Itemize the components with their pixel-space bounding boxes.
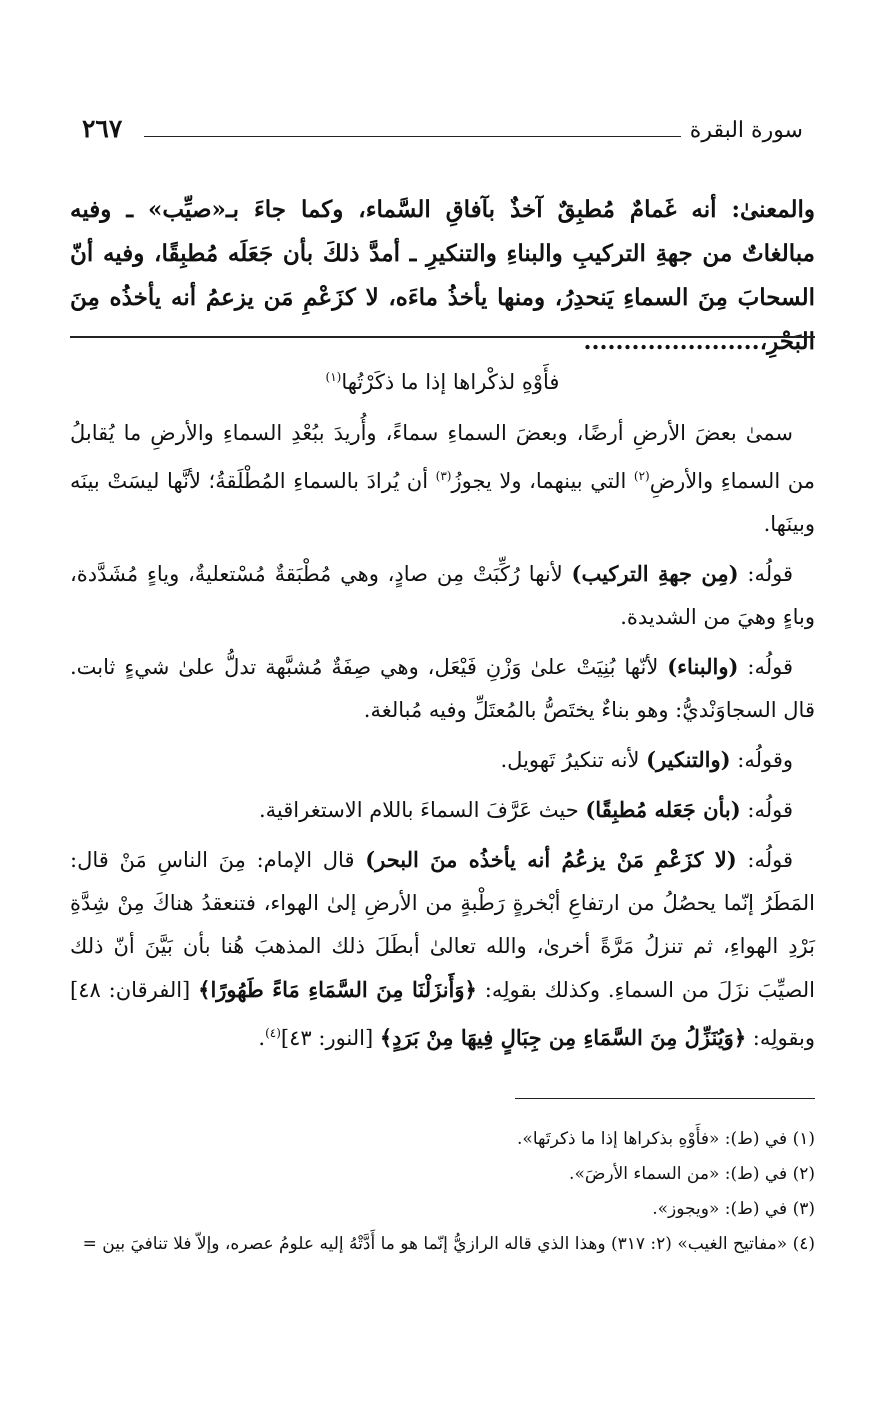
main-text-divider (70, 336, 815, 338)
surah-title: سورة البقرة (682, 118, 803, 143)
footnote-4: (٤) «مفاتيح الغيب» (٢: ٣١٧) وهذا الذي قاله الرازيُّ إنّما هو ما أَدَّتْهُ إليه علومُ عصره، وإلاّ فلا تنافيَ بين = (82, 1234, 815, 1254)
quran-quote-2: ﴿وَيُنَزِّلُ مِنَ السَّمَاءِ مِن جِبَالٍ فِيهَا مِنْ بَرَدٍ﴾ (379, 1025, 747, 1050)
p2-text: لأنها رُكِّبَتْ مِن صادٍ، وهي مُطْبَقةٌ مُسْتعليةٌ، وياءٍ مُشَدَّدة، وباءٍ وهيَ من الشديدة. (70, 562, 815, 629)
p2-lead: قولُه: (738, 562, 793, 586)
p6-end: . (258, 1026, 266, 1050)
footnotes (70, 1122, 815, 1262)
quran-quote-1: ﴿وَأَنزَلْنَا مِنَ السَّمَاءِ مَاءً طَهُورًا﴾ (198, 977, 477, 1002)
header-rule (144, 136, 681, 137)
quran-ref-1: [الفرقان: ٤٨] وبقولِه: (70, 978, 815, 1050)
p3-lead: قولُه: (738, 655, 794, 679)
p5-quote: (بأن جَعَله مُطبِقًا) (585, 797, 741, 822)
commentary-paragraph-1 (70, 412, 815, 546)
commentary-paragraph-5 (70, 788, 815, 832)
commentary (70, 356, 815, 1066)
commentary-paragraph-2 (70, 552, 815, 639)
footnote-ref-3: (٣) (435, 469, 452, 483)
p3-text: لأنّها بُنِيَتْ علىٰ وَزْنِ فَيْعَل، وهي صِفَةٌ مُشبَّهة تدلُّ علىٰ شيءٍ ثابت. قال السجاوَنْديُّ: وهو بناءٌ يختَصُّ بالمُعتَلِّ وفيه مُبالغة. (70, 655, 815, 722)
p1-text-a: سمىٰ بعضَ الأرضِ أرضًا، وبعضَ السماءِ سماءً، وأُريدَ ببُعْدِ السماءِ والأرضِ ما يُقابلُ من السماءِ والأرضِ (70, 421, 815, 493)
p4-lead: وقولُه: (730, 748, 793, 772)
footnote-3: (٣) في (ط): «ويجوز». (652, 1199, 815, 1219)
page-number: ٢٦٧ (82, 114, 128, 143)
verse-text: فأَوْهِ لذكْراها إذا ما ذكَرْتُها (341, 370, 560, 394)
p6-quote: (لا كزَعْمِ مَنْ يزعُمُ أنه يأخذُه منَ البحر) (365, 847, 737, 872)
p6-lead: قولُه: (736, 848, 793, 872)
main-text-body: والمعنىٰ: أنه غَمامٌ مُطبِقٌ آخذٌ بآفاقِ السَّماء، وكما جاءَ بـ«صيِّب» ـ وفيه مبالغاتٌ من جهةِ التركيبِ والبناءِ والتنكيرِ ـ أمدَّ ذلكَ بأن جَعَلَه مُطبِقًا، وفيه أنّ السحابَ مِنَ السماءِ يَنحدِرُ، ومنها يأخذُ ماءَه، لا كزَعْمِ مَن يزعمُ أنه يأخذُه مِنَ البَحْرِ، (70, 196, 815, 355)
p1-text-b: التي بينهما، ولا يجوزُ (451, 469, 634, 493)
p5-text: حيث عَرَّفَ السماءَ باللام الاستغراقية. (259, 798, 586, 822)
p6-text: قال الإمام: مِنَ الناسِ مَنْ قال: المَطَرُ إنّما يحصُلُ من ارتفاعِ أبْخرةٍ رَطْبةٍ من الأرضِ إلىٰ الهواء، فتنعقدُ هناكَ مِنْ شِدَّةِ بَرْدِ الهواءِ، ثم تنزلُ مَرَّةً أخرىٰ، والله تعالىٰ أبطَلَ ذلك المذهبَ هُنا بأن بَيَّنَ أنّ ذلك الصيِّبَ نزَلَ من السماءِ. وكذلك بقولِه: (70, 848, 815, 1002)
footnote-1: (١) في (ط): «فأَوْهِ بذكراها إذا ما ذكرتَها». (517, 1129, 815, 1149)
p4-text: لأنه تنكيرُ تَهويل. (500, 748, 647, 772)
footnote-divider (515, 1098, 815, 1099)
commentary-paragraph-6 (70, 838, 815, 1060)
footnote-ref-4: (٤) (265, 1026, 281, 1040)
p1-text-c: أن يُرادَ بالسماءِ المُطْلَقةُ؛ لأنَّها ليسَتْ بينَه وبينَها. (70, 469, 815, 536)
commentary-paragraph-4 (70, 738, 815, 782)
quran-ref-2: [النور: ٤٣] (280, 1026, 380, 1050)
poetry-verse (70, 356, 815, 404)
main-text-dots: ...................... (583, 328, 760, 355)
p5-lead: قولُه: (740, 798, 793, 822)
footnote-ref-2: (٢) (633, 469, 650, 483)
footnote-2: (٢) في (ط): «من السماء الأرضَ». (569, 1164, 815, 1184)
p4-quote: (والتنكير) (646, 747, 731, 772)
commentary-paragraph-3 (70, 645, 815, 732)
p3-quote: (والبناء) (667, 654, 739, 679)
p2-quote: (مِن جهةِ التركيب) (571, 561, 739, 586)
page-header (74, 114, 811, 150)
footnote-ref-1: (١) (325, 370, 342, 384)
